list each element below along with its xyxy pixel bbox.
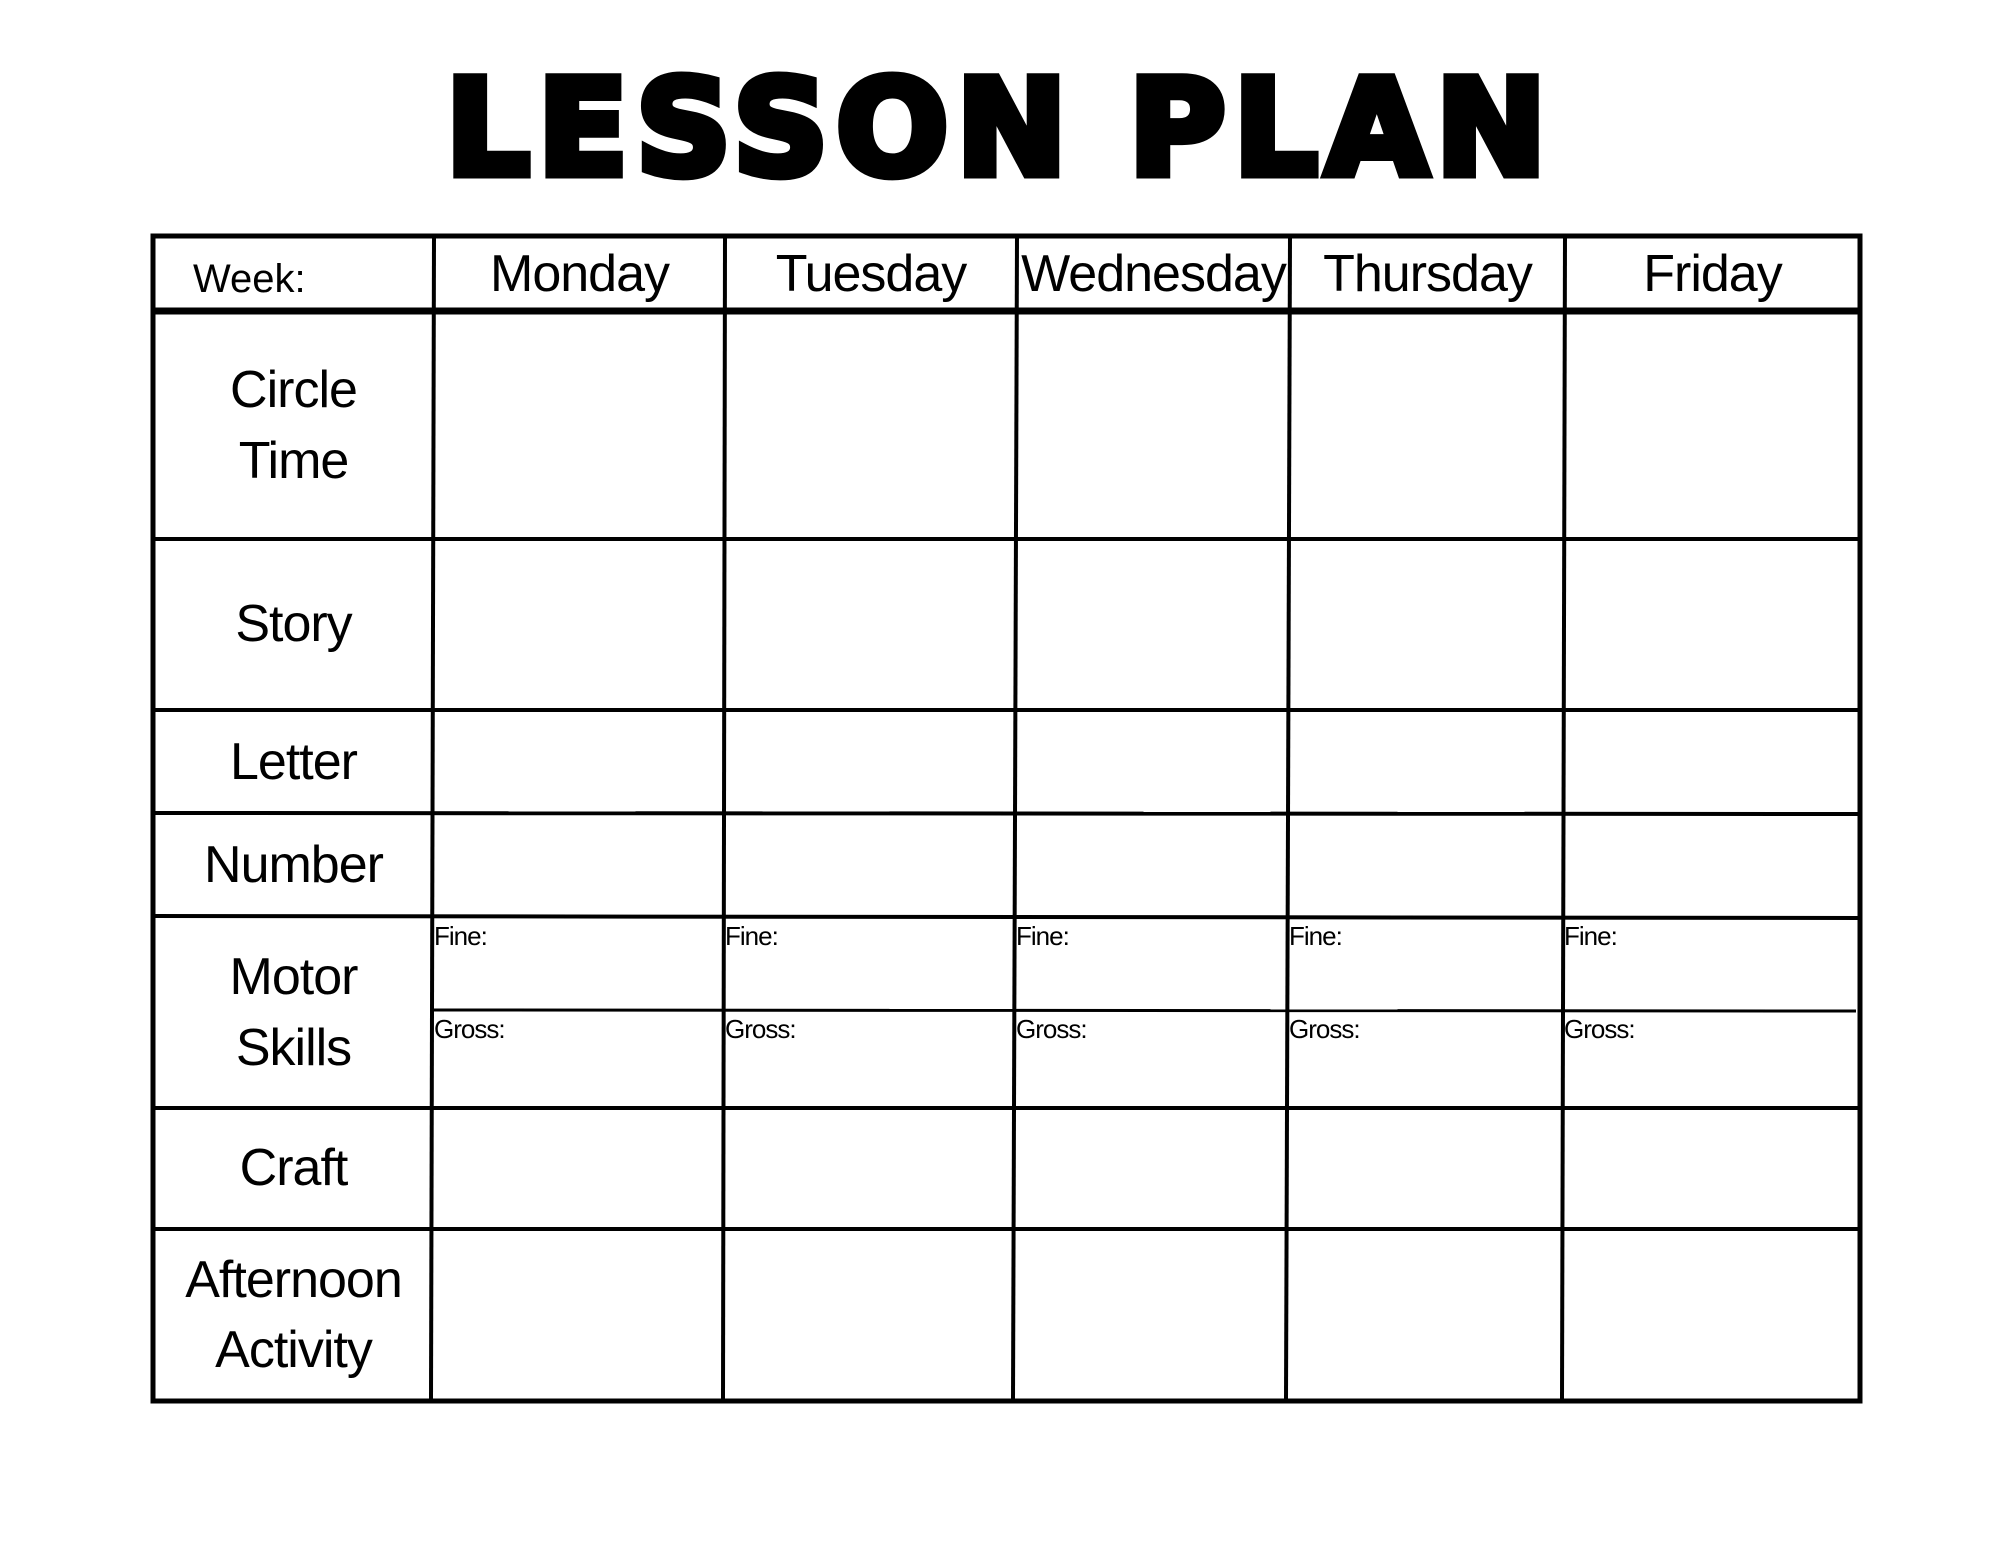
row-label-line: Motor: [229, 948, 358, 1007]
col-line: [723, 236, 725, 1401]
row-label-line: Number: [204, 835, 383, 894]
col-line: [1562, 236, 1565, 1401]
row-label-line: Craft: [239, 1139, 348, 1198]
fine-label-wednesday: Fine:: [1016, 921, 1069, 951]
week-label: Week:: [193, 257, 306, 301]
fine-label-thursday: Fine:: [1289, 921, 1342, 951]
gross-label-wednesday: Gross:: [1016, 1014, 1087, 1044]
day-header-monday: Monday: [490, 244, 669, 303]
col-line: [1013, 236, 1017, 1401]
row-label-number: [156, 815, 431, 915]
day-header-tuesday: Tuesday: [775, 244, 967, 303]
row-label-circle-time: [156, 314, 431, 537]
row-label-afternoon-activity: [156, 1231, 431, 1399]
col-line: [431, 236, 434, 1401]
day-header-friday: Friday: [1643, 244, 1782, 303]
day-header-wednesday: Wednesday: [1021, 244, 1286, 303]
gross-label-thursday: Gross:: [1289, 1014, 1360, 1044]
fine-label-monday: Fine:: [434, 921, 487, 951]
row-label-motor-skills: [156, 919, 431, 1106]
row-line: [153, 813, 1860, 814]
row-label-line: Letter: [230, 732, 357, 791]
row-label-story: [156, 541, 431, 708]
row-label-craft: [156, 1110, 431, 1227]
row-label-line: Skills: [235, 1018, 352, 1077]
gross-label-tuesday: Gross:: [725, 1014, 796, 1044]
fine-label-tuesday: Fine:: [725, 921, 778, 951]
col-line: [1286, 236, 1290, 1401]
fine-label-friday: Fine:: [1564, 921, 1617, 951]
row-label-line: Time: [238, 431, 349, 490]
row-label-line: Activity: [215, 1321, 372, 1379]
row-label-letter: [156, 712, 431, 812]
day-header-thursday: Thursday: [1323, 244, 1532, 303]
gross-label-friday: Gross:: [1564, 1014, 1635, 1044]
row-label-line: Circle: [230, 361, 357, 420]
row-line: [153, 916, 1860, 918]
row-label-line: Afternoon: [185, 1250, 402, 1309]
page-title: LESSON PLAN: [445, 52, 1555, 206]
gross-label-monday: Gross:: [434, 1014, 505, 1044]
motor-split-line: [431, 1010, 1856, 1011]
row-label-line: Story: [235, 595, 352, 654]
